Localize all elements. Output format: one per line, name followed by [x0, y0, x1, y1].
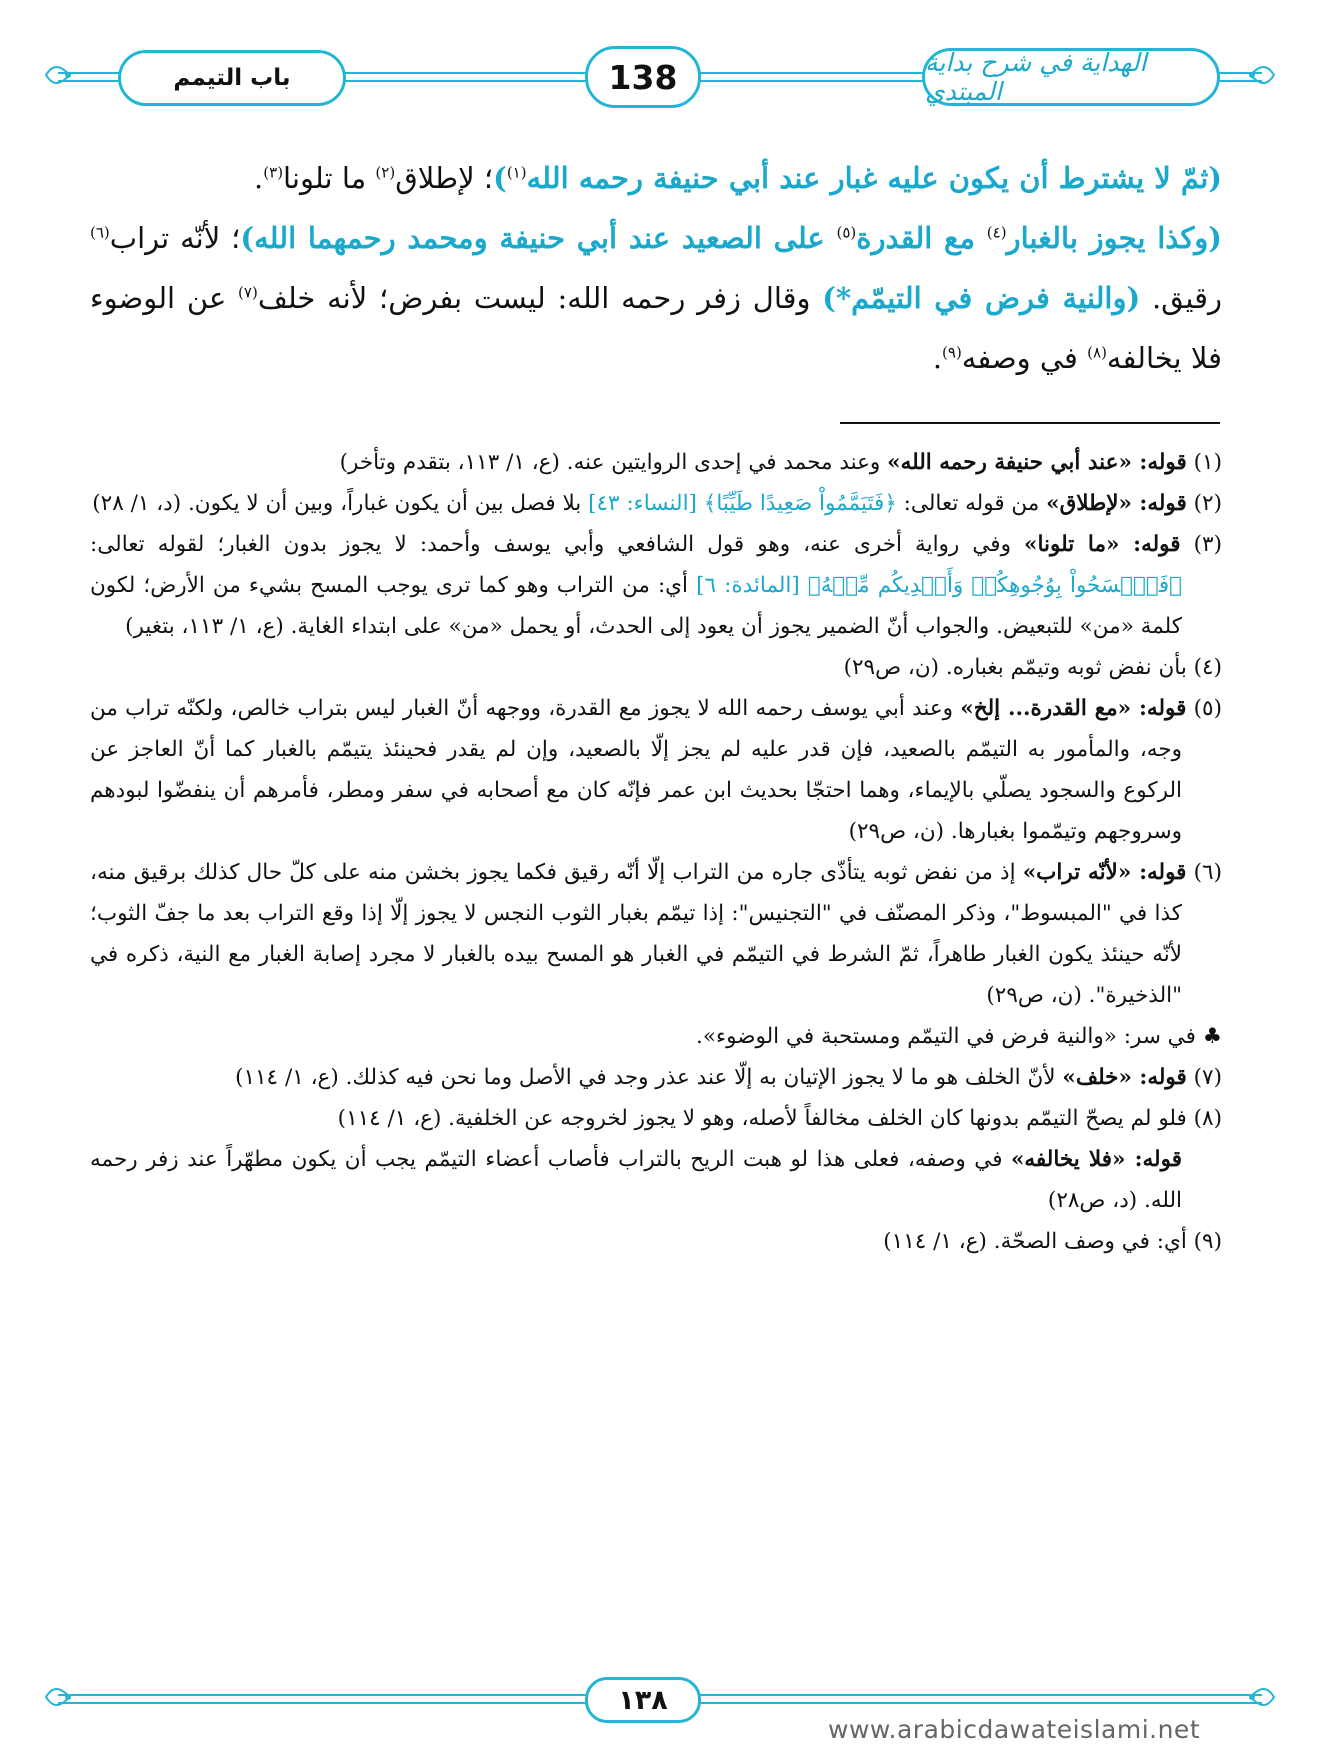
footnote-text: لأنّ الخلف هو ما لا يجوز الإتيان به إلّا عند عذر وجد في الأصل وما نحن فيه كذلك. (ع، ١/ ١١٤): [235, 1065, 1063, 1090]
footnote-quote: «لإطلاق»: [1046, 491, 1140, 516]
footnote-text: في وصفه، فعلى هذا لو هبت الريح بالتراب فأصاب أعضاء التيمّم يجب أن يكون مطهّراً عند زفر رحمه الله. (د، ص٢٨): [90, 1147, 1182, 1213]
footnote-label: قوله:: [1139, 1065, 1187, 1090]
footnote-7: [90, 1057, 1222, 1098]
sharh-text: رقيق.: [1140, 281, 1222, 315]
footnote-8: [90, 1098, 1222, 1139]
matn-text: ): [493, 161, 507, 195]
sharh-text: عن الوضوء فلا يخالفه: [90, 281, 1222, 375]
footnote-star: [90, 1016, 1222, 1057]
footnote-text: بلا فصل بين أن يكون غباراً، وبين أن لا يكون. (د، ١/ ٢٨): [92, 491, 589, 516]
matn-text: (وكذا يجوز بالغبار: [1006, 221, 1223, 255]
footnote-number: (٦): [1193, 860, 1222, 885]
footnote-3: [90, 524, 1222, 647]
sharh-text: وقال زفر رحمه الله: ليست بفرض؛ لأنه خلف: [257, 281, 823, 315]
footnote-number: (١): [1193, 450, 1222, 475]
ornament-icon: [1242, 1682, 1276, 1712]
book-title: الهداية في شرح بداية المبتدي: [922, 48, 1220, 106]
footnote-text: في سر: «والنية فرض في التيمّم ومستحبة في الوضوء».: [696, 1024, 1203, 1049]
sharh-text: في وصفه: [961, 341, 1088, 375]
footnote-text: وعند محمد في إحدى الروايتين عنه. (ع، ١/ ١١٣، بتقدم وتأخر): [339, 450, 888, 475]
footnote-quote: «لأنّه تراب»: [1022, 860, 1140, 885]
footnote-text: وعند أبي يوسف رحمه الله لا يجوز مع القدرة، ووجهه أنّ الغبار ليس بتراب خالص، ولكنّه تراب من وجه، والمأمور به التيمّم بالصعيد، فإن قدر عليه لم يجز إلّا بالصعيد، وإن لم يقدر فحينئذ يتيمّم بالغبار كما أنّ العاجز عن الركوع والسجود يصلّي بالإيماء، وهما احتجّا بحديث ابن عمر فإنّه كان مع أصحابه في سفر ومطر، فأمرهم أن ينفضّوا لبودهم وسروجهم وتيمّموا بغبارها. (ن، ص٢٩): [90, 696, 1182, 844]
footnote-6: [90, 852, 1222, 1016]
sharh-text: ؛ لإطلاق: [395, 161, 494, 195]
footnote-ref: (٥): [836, 223, 857, 242]
footnote-text: بأن نفض ثوبه وتيمّم بغباره. (ن، ص٢٩): [843, 655, 1194, 680]
footnote-quote: «ما تلونا»: [1024, 532, 1134, 557]
website-url[interactable]: www.arabicdawateislami.net: [828, 1715, 1201, 1744]
footnote-text: أي: من التراب وهو كما ترى يوجب المسح بشيء من الأرض؛ لكون كلمة «من» للتبعيض. والجواب أنّ الضمير يجوز أن يعود إلى الحدث، أو يحمل «من» على ابتداء الغاية. (ع، ١/ ١١٣، بتغير): [90, 573, 1182, 639]
matn-text: (ثمّ لا يشترط أن يكون عليه غبار عند أبي حنيفة رحمه الله: [526, 161, 1222, 195]
footnotes: [90, 442, 1222, 1262]
footnote-number: (٨): [1193, 1106, 1222, 1131]
ornament-icon: [1242, 60, 1276, 90]
footnote-9: [90, 1221, 1222, 1262]
footnote-2: [90, 483, 1222, 524]
footer-page-number: ١٣٨: [585, 1677, 701, 1723]
footnote-label: قوله:: [1139, 696, 1187, 721]
footnote-ref: (٨): [1087, 343, 1107, 362]
footnote-ref: (٤): [986, 223, 1007, 242]
footnote-5: [90, 688, 1222, 852]
footnote-number: (٤): [1193, 655, 1222, 680]
footnote-separator: [840, 422, 1220, 424]
footnote-label: قوله:: [1134, 1147, 1182, 1172]
footnote-1: [90, 442, 1222, 483]
matn-text: على الصعيد عند أبي حنيفة ومحمد رحمهما الله): [240, 221, 837, 255]
chapter-title: باب التيمم: [118, 50, 346, 106]
footnote-number: (٣): [1193, 532, 1222, 557]
main-text: [90, 148, 1222, 388]
footnote-label: قوله:: [1133, 532, 1181, 557]
footnote-text: أي: في وصف الصحّة. (ع، ١/ ١١٤): [883, 1229, 1194, 1254]
matn-text: مع القدرة: [856, 221, 987, 255]
footnote-ref: (٩): [942, 343, 962, 362]
matn-text: (والنية فرض في التيمّم*): [822, 281, 1141, 315]
ornament-icon: [44, 60, 78, 90]
footnote-ref: (٢): [375, 163, 396, 182]
footnote-label: قوله:: [1139, 860, 1187, 885]
quran-verse: ﴿فَتَيَمَّمُواْ صَعِيدًا طَيِّبًا﴾ [النساء: ٤٣]: [588, 491, 897, 516]
footnote-number: (٩): [1193, 1229, 1222, 1254]
footnote-text: وفي رواية أخرى عنه، وهو قول الشافعي وأبي يوسف وأحمد: لا يجوز بدون الغبار؛ لقوله تعالى:: [90, 532, 1025, 557]
sharh-text: ما تلونا: [283, 161, 376, 195]
quran-verse: ﴿فَٱمۡسَحُواْ بِوُجُوهِكُمۡ وَأَيۡدِيكُم مِّنۡهُ﴾ [المائدة: ٦]: [696, 573, 1183, 598]
footnote-quote: «عند أبي حنيفة رحمه الله»: [887, 450, 1140, 475]
footnote-number: (٧): [1193, 1065, 1222, 1090]
main-paragraph-1: [90, 148, 1222, 208]
footnote-ref: (٧): [238, 283, 258, 302]
footnote-label: قوله:: [1139, 450, 1187, 475]
footnote-quote: «مع القدرة... إلخ»: [960, 696, 1139, 721]
footnote-8-continued: [90, 1139, 1222, 1221]
footnote-4: [90, 647, 1222, 688]
footnote-number: (٥): [1193, 696, 1222, 721]
footnote-ref: (١): [506, 163, 527, 182]
footnote-text: إذ من نفض ثوبه يتأذّى جاره من التراب إلّا أنّه رقيق فكما يجوز بخشن منه على كلّ حال كذلك برقيق منه، كذا في "المبسوط"، وذكر المصنّف في "التجنيس": إذا تيمّم بغبار الثوب النجس لا يجوز إلّا إذا وقع التراب بعد ما جفّ الثوب؛ لأنّه حينئذ يكون الغبار طاهراً، ثمّ الشرط في التيمّم في الغبار هو المسح بيده بالغبار لا مجرد إصابة الغبار مع النية، ذكره في "الذخيرة". (ن، ص٢٩): [90, 860, 1182, 1008]
club-icon: ♣: [1202, 1024, 1222, 1049]
footnote-ref: (٦): [90, 223, 110, 242]
sharh-text: .: [932, 341, 943, 375]
sharh-text: ؛ لأنّه تراب: [109, 221, 241, 255]
footnote-text: فلو لم يصحّ التيمّم بدونها كان الخلف مخالفاً لأصله، وهو لا يجوز لخروجه عن الخلفية. (ع، ١/ ١١٤): [337, 1106, 1194, 1131]
sharh-text: .: [254, 161, 264, 195]
footnote-quote: «فلا يخالفه»: [1010, 1147, 1135, 1172]
footnote-number: (٢): [1193, 491, 1222, 516]
footnote-quote: «خلف»: [1062, 1065, 1140, 1090]
main-paragraph-2: [90, 208, 1222, 388]
footnote-text: من قوله تعالى:: [896, 491, 1047, 516]
page-number: 138: [585, 46, 701, 108]
ornament-icon: [44, 1682, 78, 1712]
footnote-label: قوله:: [1139, 491, 1187, 516]
footnote-ref: (٣): [263, 163, 284, 182]
